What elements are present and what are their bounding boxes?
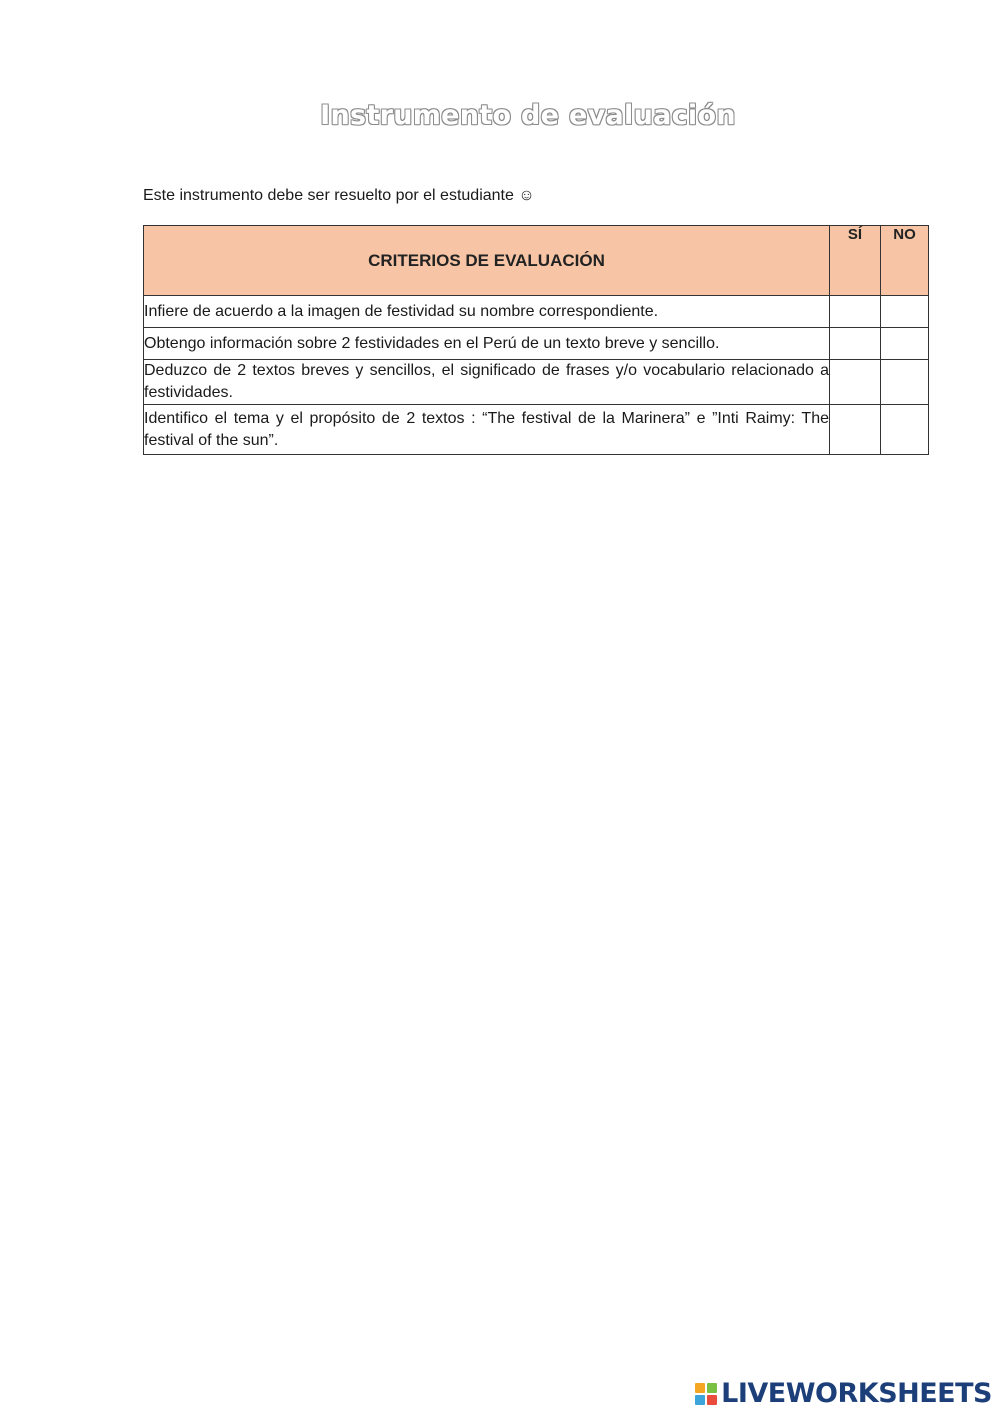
logo-square-icon	[695, 1395, 705, 1405]
criteria-header: CRITERIOS DE EVALUACIÓN	[144, 226, 830, 296]
yes-answer-cell[interactable]	[830, 328, 881, 360]
liveworksheets-logo	[695, 1378, 992, 1409]
criterion-text: Deduzco de 2 textos breves y sencillos, el significado de frases y/o vocabulario relacionado a festividades.	[144, 360, 830, 405]
yes-header: SÍ	[830, 226, 881, 296]
table-row	[144, 405, 929, 455]
table-row	[144, 296, 929, 328]
yes-answer-cell[interactable]	[830, 296, 881, 328]
no-header: NO	[881, 226, 929, 296]
criterion-text: Infiere de acuerdo a la imagen de festividad su nombre correspondiente.	[144, 296, 830, 328]
logo-square-icon	[707, 1383, 717, 1393]
table-header-row	[144, 226, 929, 296]
criteria-table	[143, 225, 929, 455]
logo-square-icon	[707, 1395, 717, 1405]
yes-answer-cell[interactable]	[830, 405, 881, 455]
logo-mark-icon	[695, 1383, 717, 1405]
no-answer-cell[interactable]	[881, 296, 929, 328]
intro-text: Este instrumento debe ser resuelto por el estudiante ☺	[143, 187, 535, 204]
criterion-text: Identifico el tema y el propósito de 2 textos : “The festival de la Marinera” e ”Inti Raimy: The festival of the sun”.	[144, 405, 830, 455]
logo-square-icon	[695, 1383, 705, 1393]
no-answer-cell[interactable]	[881, 328, 929, 360]
no-answer-cell[interactable]	[881, 360, 929, 405]
table-row	[144, 360, 929, 405]
yes-answer-cell[interactable]	[830, 360, 881, 405]
document-title: Instrumento de evaluación	[320, 100, 736, 131]
logo-text: LIVEWORKSHEETS	[721, 1378, 992, 1409]
table-row	[144, 328, 929, 360]
criterion-text: Obtengo información sobre 2 festividades en el Perú de un texto breve y sencillo.	[144, 328, 830, 360]
no-answer-cell[interactable]	[881, 405, 929, 455]
